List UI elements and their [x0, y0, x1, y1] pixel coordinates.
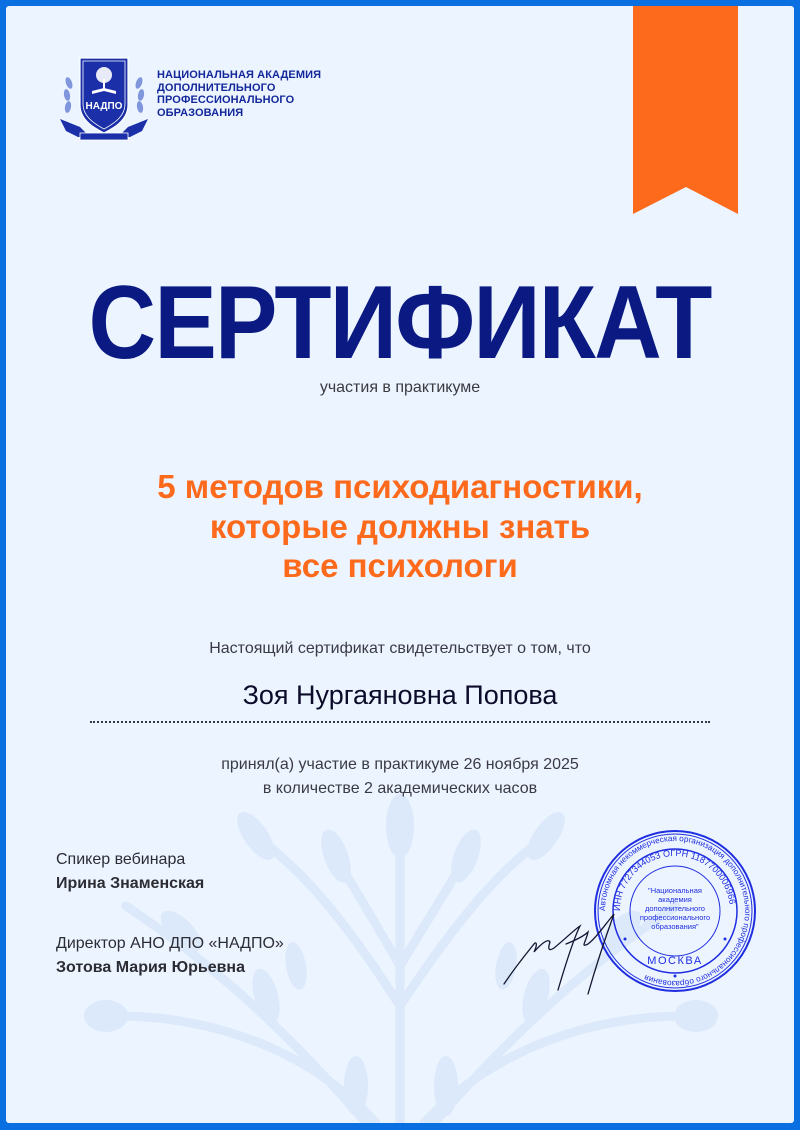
stamp-center-line: профессионального	[639, 913, 711, 922]
stamp-center-line: дополнительного	[645, 904, 705, 913]
org-name-line: ПРОФЕССИОНАЛЬНОГО	[157, 94, 295, 107]
course-title-line: все психологи	[282, 547, 518, 584]
stamp-center-line: академия	[658, 895, 692, 904]
course-title	[6, 467, 794, 586]
organization-name	[157, 69, 377, 119]
org-name-line: НАЦИОНАЛЬНАЯ АКАДЕМИЯ	[157, 69, 322, 81]
academy-crest-icon	[56, 53, 152, 145]
participation-details	[6, 753, 794, 801]
bookmark-ribbon	[633, 6, 738, 214]
signatory-name: Ирина Знаменская	[56, 875, 205, 892]
certificate-title-text: СЕРТИФИКАТ	[88, 265, 712, 381]
stamp-inner-text: ИНН 7727344053 ОГРН 1187700006966	[611, 847, 738, 912]
certificate-sheet	[6, 6, 794, 1123]
recipient-name: Зоя Нургаяновна Попова	[242, 680, 558, 710]
signatory-director	[56, 932, 284, 980]
signatory-role: Спикер вебинара	[56, 851, 186, 868]
signatory-speaker	[56, 848, 204, 896]
certificate-title	[6, 265, 794, 381]
signatory-role: Директор АНО ДПО «НАДПО»	[56, 935, 284, 952]
dotted-divider	[90, 721, 710, 723]
stamp-outer-text: Автономная некоммерческая организация дополнительного профессионального образования	[597, 833, 753, 989]
stamp-city: МОСКВА	[647, 955, 703, 967]
org-name-line: ОБРАЗОВАНИЯ	[157, 106, 244, 119]
details-line: в количестве 2 академических часов	[262, 780, 538, 797]
details-line: принял(а) участие в практикуме 26 ноября 2025	[221, 756, 579, 773]
signature-icon	[496, 886, 626, 996]
certificate-subtitle: участия в практикуме	[319, 379, 481, 396]
stamp-center-line: образования"	[651, 922, 699, 931]
course-title-line: 5 методов психодиагностики,	[157, 468, 643, 505]
logo-badge-text: НАДПО	[85, 101, 123, 112]
stamp-center-line: "Национальная	[648, 886, 702, 895]
certificate-intro: Настоящий сертификат свидетельствует о том, что	[209, 640, 591, 657]
org-name-line: ДОПОЛНИТЕЛЬНОГО	[157, 81, 276, 94]
signatory-name: Зотова Мария Юрьевна	[56, 959, 245, 976]
course-title-line: которые должны знать	[209, 507, 591, 545]
